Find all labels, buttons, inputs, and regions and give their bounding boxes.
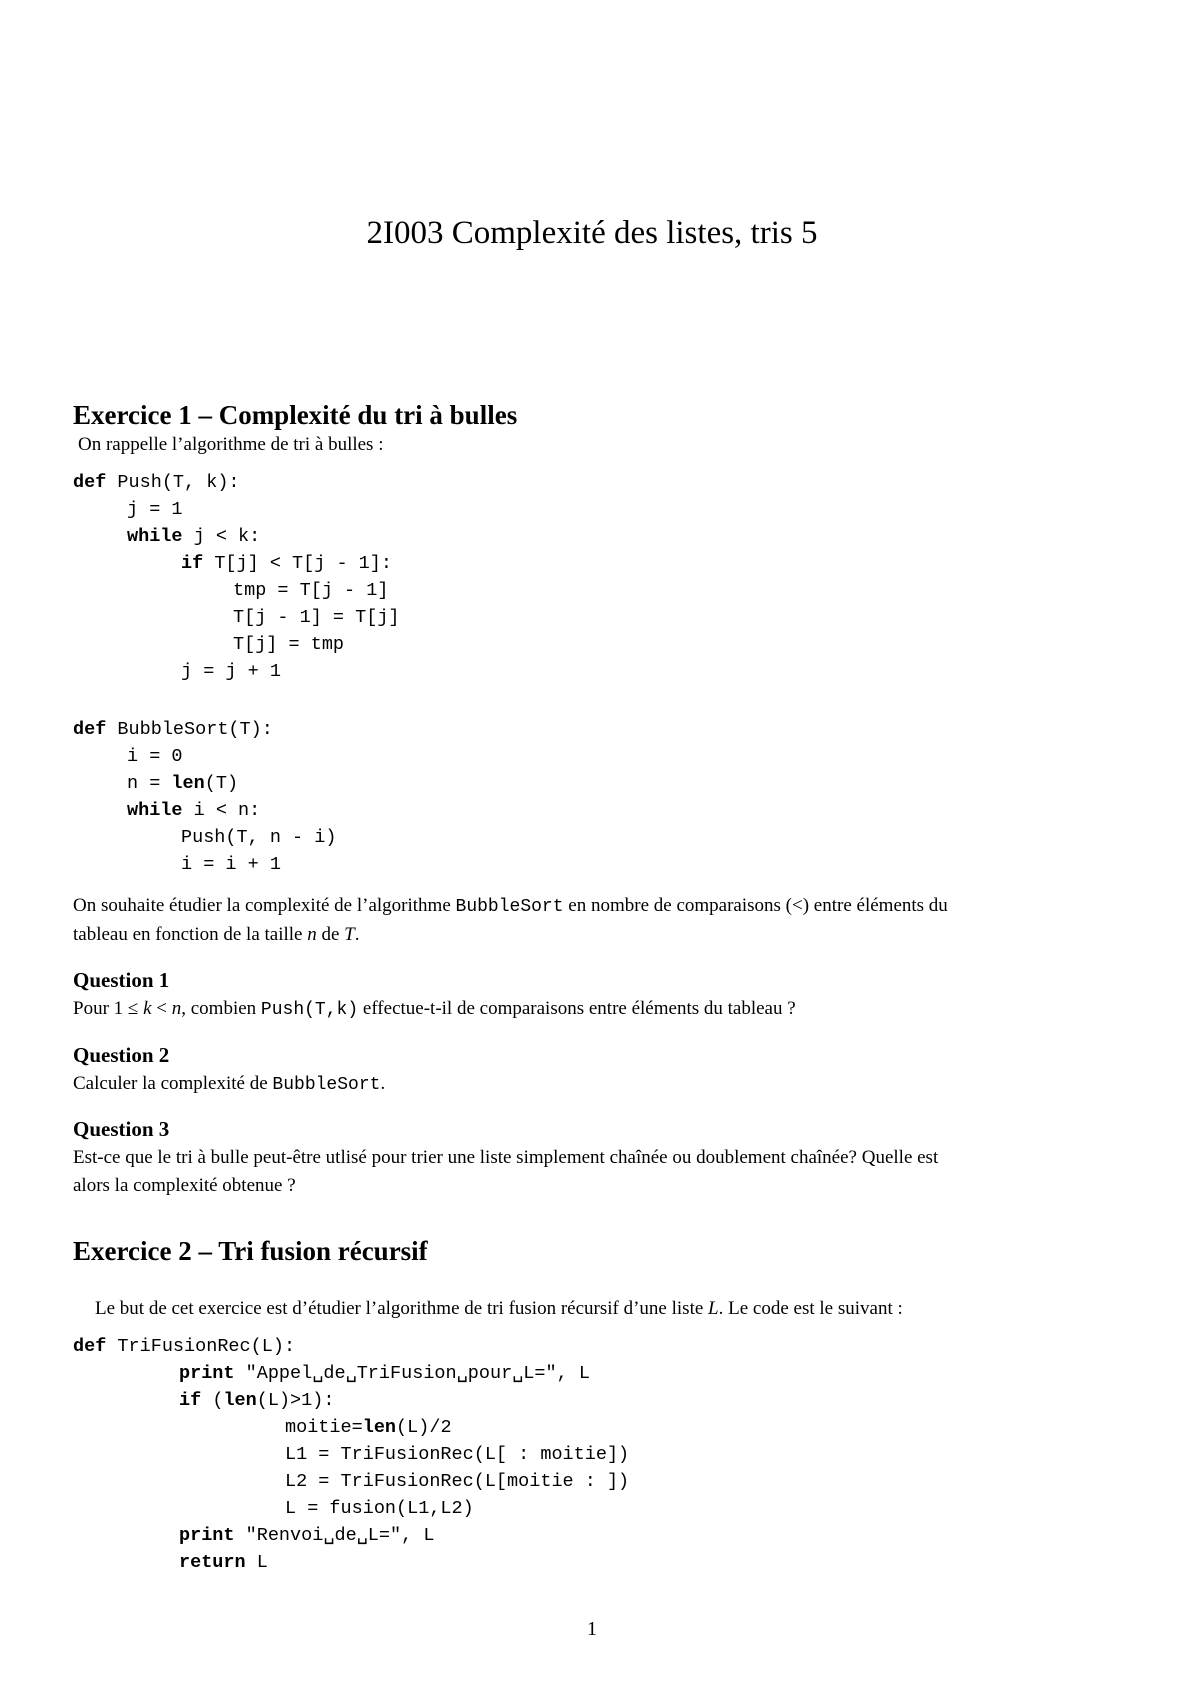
page-title: 2I003 Complexité des listes, tris 5 xyxy=(366,215,818,251)
exercise1-description: On souhaite étudier la complexité de l’algorithme BubbleSort en nombre de comparaisons (<) entre éléments du tableau en fonction de la taille n de T. xyxy=(73,895,948,945)
code-line: i = i + 1 xyxy=(181,854,281,875)
code-line: while i < n: xyxy=(127,800,261,821)
code-line: moitie=len(L)/2 xyxy=(285,1417,452,1438)
code-line: L1 = TriFusionRec(L[ : moitie]) xyxy=(285,1444,630,1465)
code-block-trifusionrec xyxy=(73,1333,629,1576)
exercise2-intro: Le but de cet exercice est d’étudier l’algorithme de tri fusion récursif d’une liste L. Le code est le suivant : xyxy=(95,1298,903,1319)
code-line: i = 0 xyxy=(127,746,183,767)
question3-text: Est-ce que le tri à bulle peut-être utlisé pour trier une liste simplement chaînée ou doublement chaînée? Quelle est alors la complexité obtenue ? xyxy=(73,1147,939,1196)
question1-text: Pour 1 ≤ k < n, combien Push(T,k) effectue-t-il de comparaisons entre éléments du tableau ? xyxy=(73,998,796,1020)
code-line: tmp = T[j - 1] xyxy=(233,580,389,601)
code-block-bubblesort xyxy=(73,716,336,878)
code-block-push xyxy=(73,469,400,685)
question1-heading: Question 1 xyxy=(73,968,170,992)
question3-heading: Question 3 xyxy=(73,1117,170,1141)
exercise2-heading: Exercice 2 – Tri fusion récursif xyxy=(73,1236,428,1266)
code-line: n = len(T) xyxy=(127,773,239,794)
code-line: print "Renvoi␣de␣L=", L xyxy=(179,1525,435,1546)
code-line: def BubbleSort(T): xyxy=(73,719,273,740)
code-line: def TriFusionRec(L): xyxy=(73,1336,296,1357)
code-line: L = fusion(L1,L2) xyxy=(285,1498,474,1519)
code-line: T[j] = tmp xyxy=(233,634,345,655)
question2-text: Calculer la complexité de BubbleSort. xyxy=(73,1073,386,1095)
code-line: T[j - 1] = T[j] xyxy=(233,607,400,628)
exercise1-intro: On rappelle l’algorithme de tri à bulles : xyxy=(78,434,384,455)
exercise1-heading: Exercice 1 – Complexité du tri à bulles xyxy=(73,400,518,430)
code-line: j = j + 1 xyxy=(181,661,281,682)
code-line: L2 = TriFusionRec(L[moitie : ]) xyxy=(285,1471,630,1492)
code-line: if T[j] < T[j - 1]: xyxy=(181,553,392,574)
code-line: return L xyxy=(179,1552,268,1573)
code-line: while j < k: xyxy=(127,526,261,547)
page-number: 1 xyxy=(587,1618,597,1640)
question2-heading: Question 2 xyxy=(73,1043,170,1067)
code-line: if (len(L)>1): xyxy=(179,1390,335,1411)
code-line: def Push(T, k): xyxy=(73,472,240,493)
code-line: j = 1 xyxy=(127,499,183,520)
code-line: Push(T, n - i) xyxy=(181,827,337,848)
code-line: print "Appel␣de␣TriFusion␣pour␣L=", L xyxy=(179,1363,590,1384)
